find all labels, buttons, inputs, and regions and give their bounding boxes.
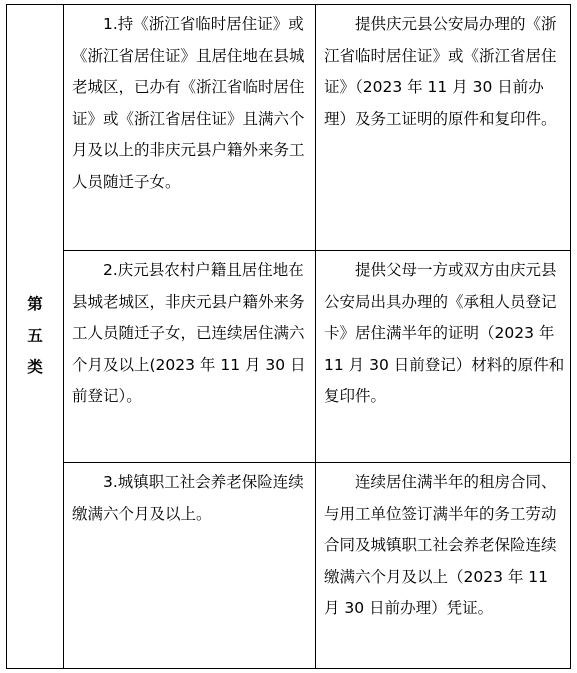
material-cell bbox=[316, 463, 571, 669]
material-text: 提供庆元县公安局办理的《浙江省临时居住证》或《浙江省居住证》（2023 年 11 月 30 日前办理）及务工证明的原件和复印件。 bbox=[324, 15, 557, 128]
table-row bbox=[7, 251, 571, 463]
category-char: 类 bbox=[27, 358, 43, 377]
condition-text: 1.持《浙江省临时居住证》或《浙江省居住证》且居住地在县城老城区，已办有《浙江省临时居住证》或《浙江省居住证》且满六个月及以上的非庆元县户籍外来务工人员随迁子女。 bbox=[72, 15, 305, 191]
policy-table bbox=[6, 4, 571, 669]
material-cell bbox=[316, 5, 571, 251]
condition-cell bbox=[64, 5, 316, 251]
category-char: 第 bbox=[27, 295, 43, 314]
material-text: 连续居住满半年的租房合同、与用工单位签订满半年的务工劳动合同及城镇职工社会养老保险连续缴满六个月及以上（2023 年 11 月 30 日前办理）凭证。 bbox=[324, 473, 557, 618]
condition-text: 3.城镇职工社会养老保险连续缴满六个月及以上。 bbox=[72, 473, 304, 523]
material-text: 提供父母一方或双方由庆元县公安局出具办理的《承租人员登记卡》居住满半年的证明（2023 年 11 月 30 日前登记）材料的原件和复印件。 bbox=[324, 261, 565, 406]
table-row bbox=[7, 463, 571, 669]
category-char: 五 bbox=[27, 326, 43, 345]
material-cell bbox=[316, 251, 571, 463]
category-cell bbox=[7, 5, 64, 669]
condition-cell bbox=[64, 251, 316, 463]
condition-text: 2.庆元县农村户籍且居住地在县城老城区，非庆元县户籍外来务工人员随迁子女，已连续居住满六个月及以上(2023 年 11 月 30 日前登记）。 bbox=[72, 261, 306, 406]
table-row bbox=[7, 5, 571, 251]
condition-cell bbox=[64, 463, 316, 669]
